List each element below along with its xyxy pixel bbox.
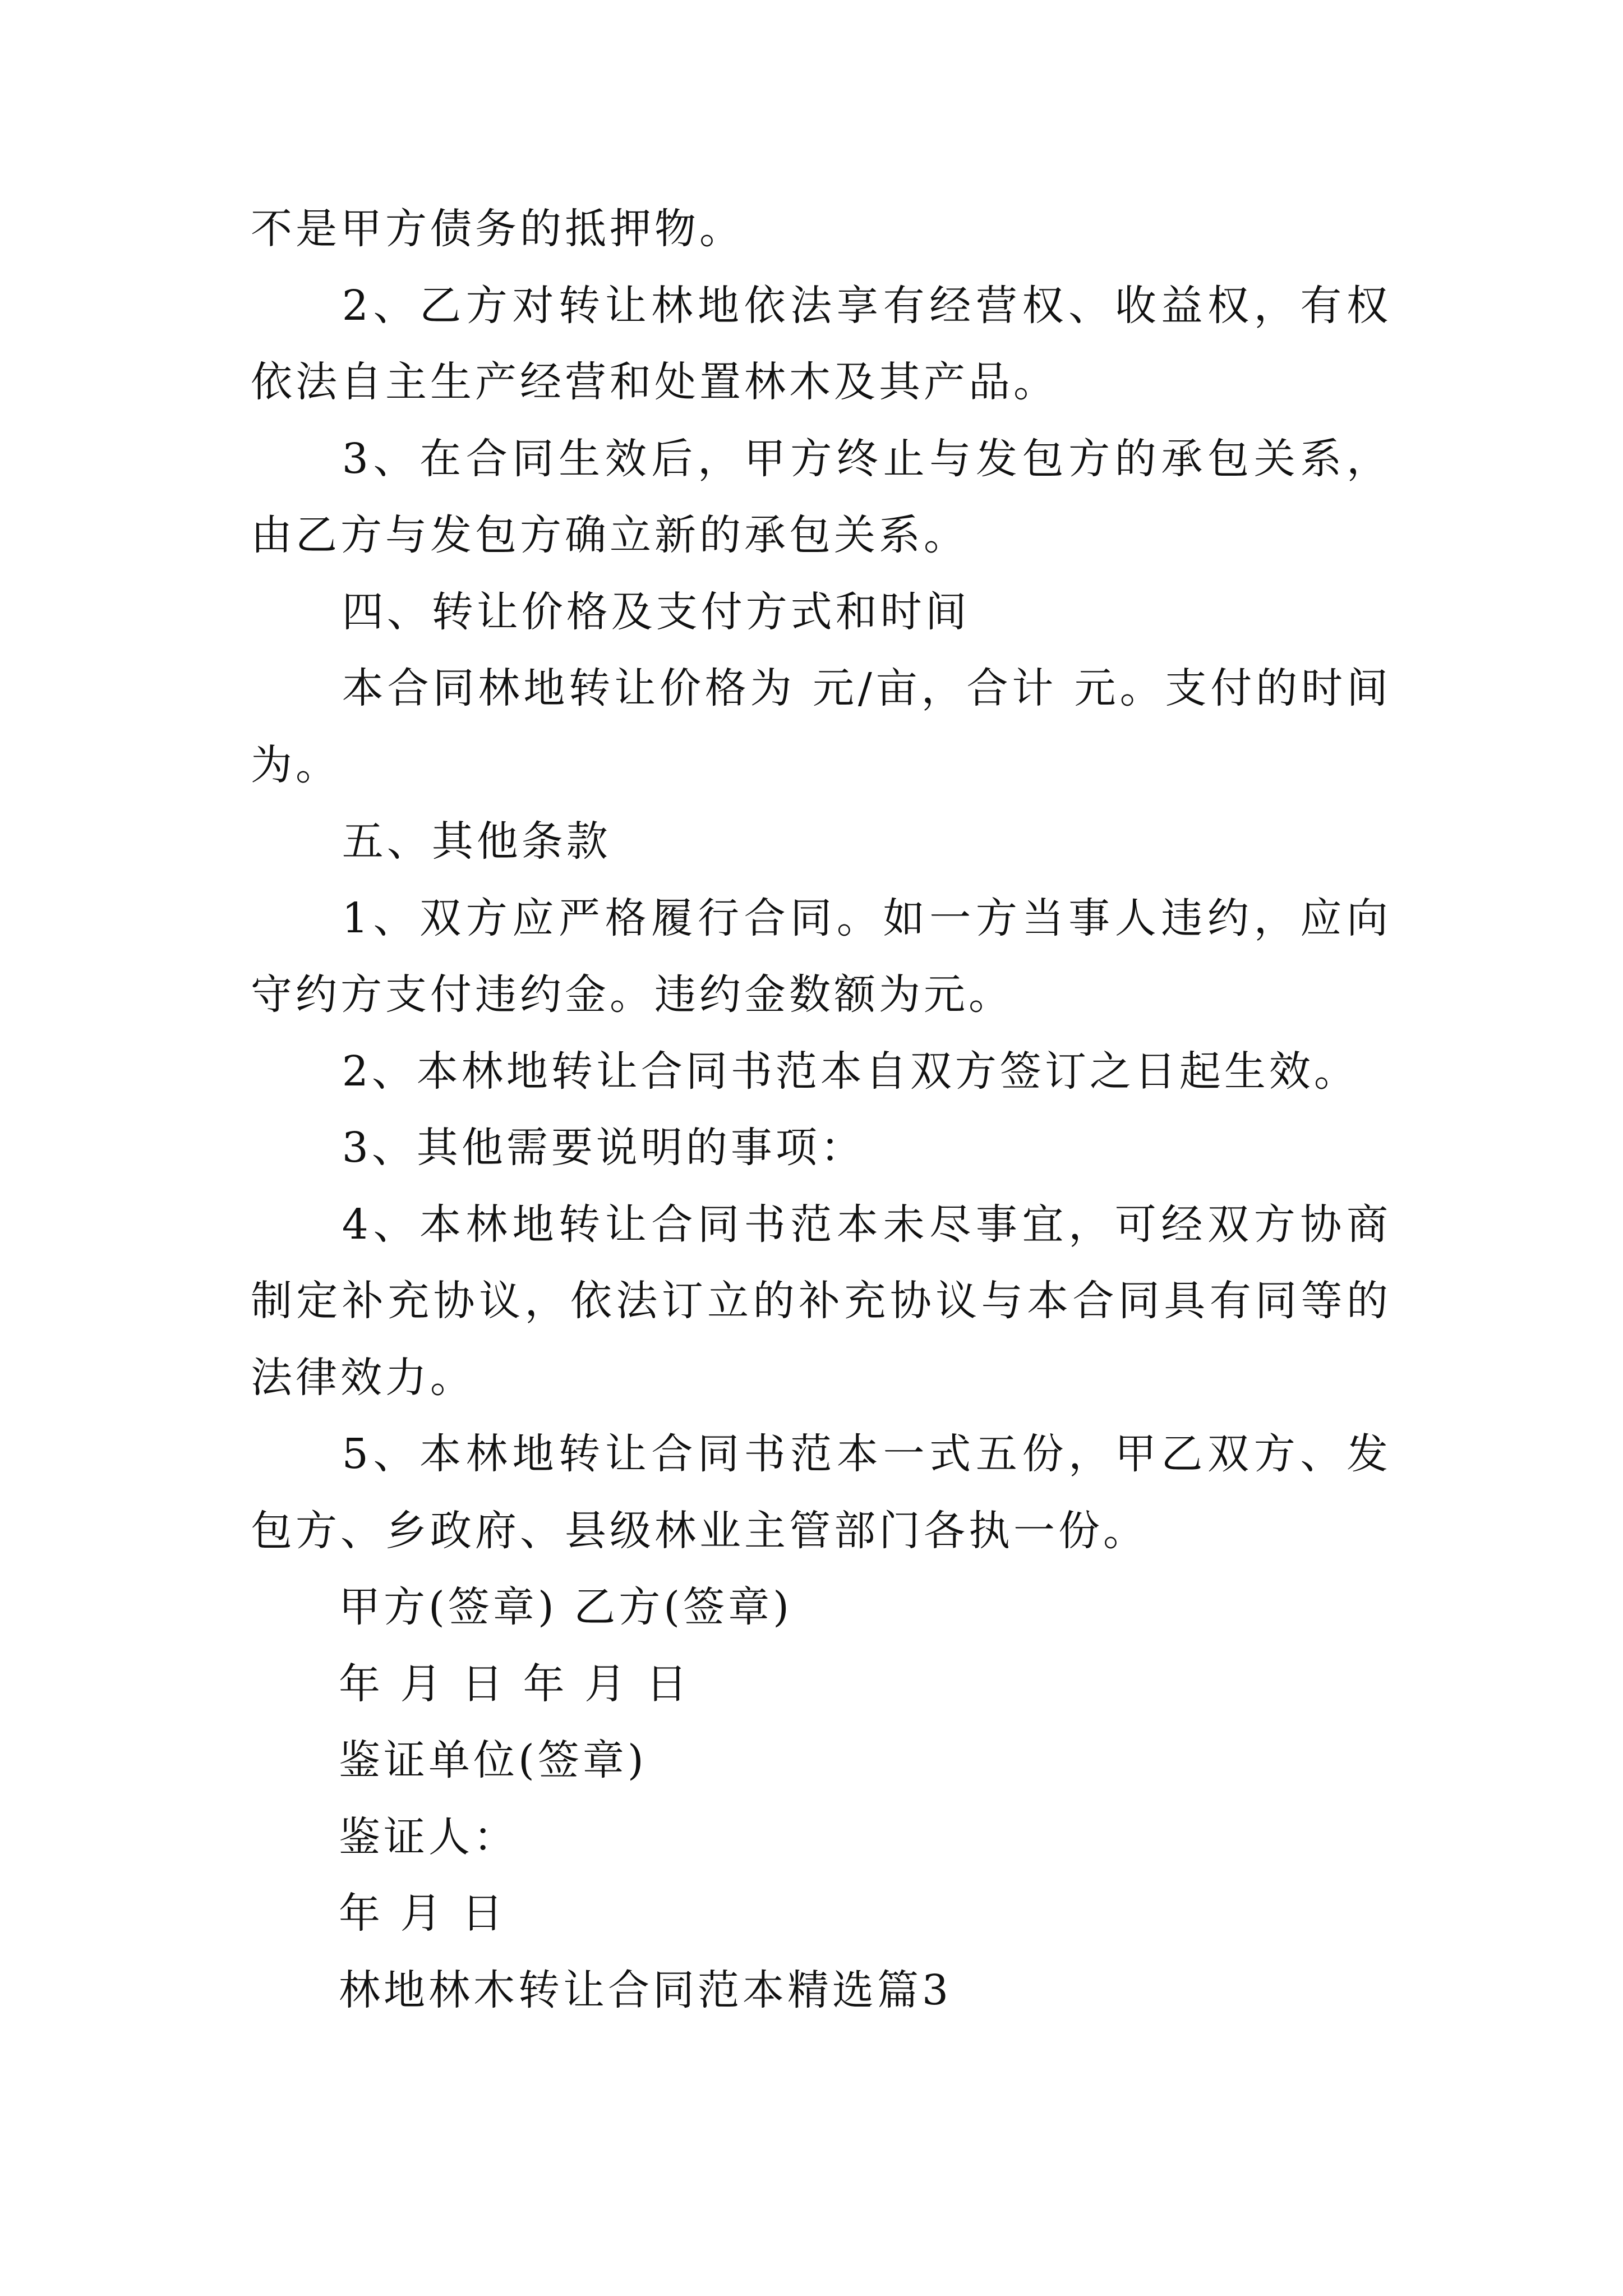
paragraph-clause-2-rights: 2、乙方对转让林地依法享有经营权、收益权，有权依法自主生产经营和处置林木及其产品。 bbox=[251, 281, 1391, 406]
paragraph-term-1-breach: 1、双方应严格履行合同。如一方当事人违约，应向守约方支付违约金。违约金数额为元。 bbox=[251, 894, 1391, 1019]
paragraph-term-5-copies: 5、本林地转让合同书范本一式五份，甲乙双方、发包方、乡政府、县级林业主管部门各执一份。 bbox=[251, 1430, 1391, 1555]
signature-parties: 甲方(签章) 乙方(签章) bbox=[339, 1583, 793, 1631]
paragraph-collateral: 不是甲方债务的抵押物。 bbox=[251, 205, 744, 253]
signature-dates: 年 月 日 年 月 日 bbox=[339, 1659, 691, 1708]
section-heading-price-payment: 四、转让价格及支付方式和时间 bbox=[342, 587, 970, 636]
section-heading-other-terms: 五、其他条款 bbox=[342, 817, 611, 866]
paragraph-term-2-effective: 2、本林地转让合同书范本自双方签订之日起生效。 bbox=[342, 1047, 1359, 1096]
notary-date: 年 月 日 bbox=[339, 1889, 507, 1938]
document-body bbox=[251, 191, 1391, 2028]
paragraph-clause-3-contract-relation: 3、在合同生效后，甲方终止与发包方的承包关系，由乙方与发包方确立新的承包关系。 bbox=[251, 434, 1391, 559]
next-section-title: 林地林木转让合同范本精选篇3 bbox=[339, 1966, 952, 2014]
paragraph-term-3-other-matters: 3、其他需要说明的事项： bbox=[342, 1124, 865, 1172]
paragraph-term-4-supplement: 4、本林地转让合同书范本未尽事宜，可经双方协商制定补充协议，依法订立的补充协议与本合同具有同等的法律效力。 bbox=[251, 1200, 1391, 1402]
notary-person: 鉴证人： bbox=[339, 1812, 518, 1861]
notary-unit-signature: 鉴证单位(签章) bbox=[339, 1736, 647, 1784]
paragraph-price: 本合同林地转让价格为 元/亩，合计 元。支付的时间为。 bbox=[251, 664, 1391, 789]
